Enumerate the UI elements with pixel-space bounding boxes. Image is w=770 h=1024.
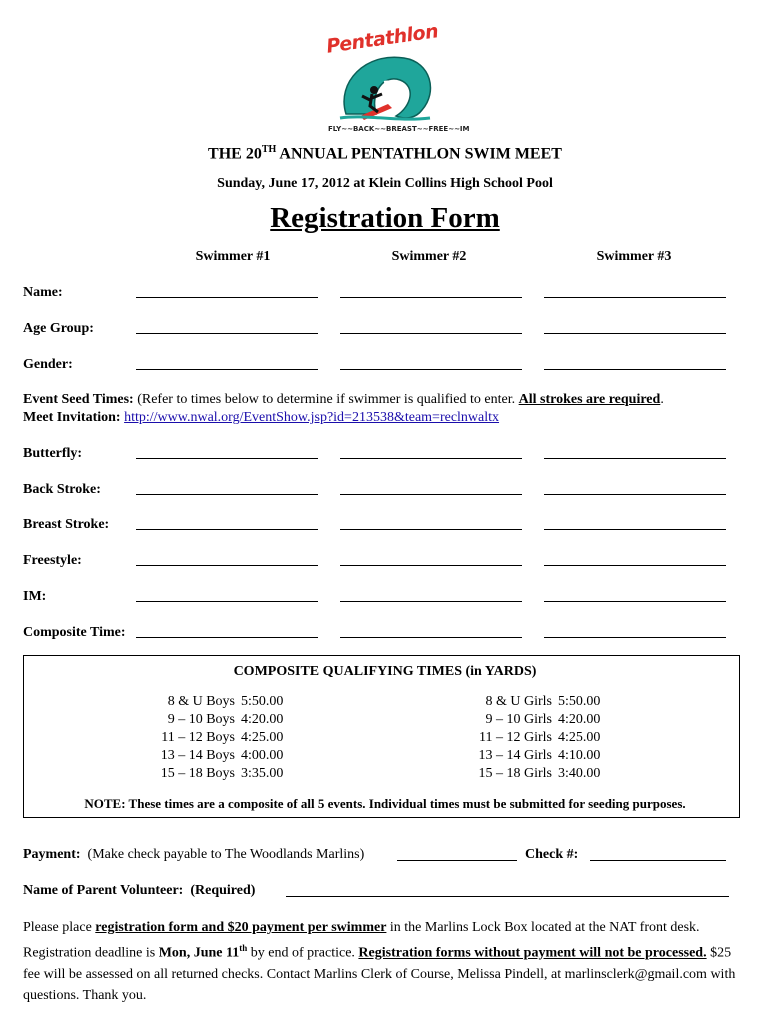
boys-age-group: 8 & U Boys — [167, 694, 235, 709]
gender-field-swimmer-1[interactable] — [136, 369, 318, 370]
parent-volunteer-row — [23, 883, 255, 899]
girls-age-group: 9 – 10 Girls — [485, 712, 552, 727]
girls-age-group: 8 & U Girls — [485, 694, 552, 709]
title-suffix: ANNUAL PENTATHLON SWIM MEET — [276, 145, 562, 163]
freestyle-field-swimmer-2[interactable] — [340, 565, 522, 566]
girls-age-group: 15 – 18 Girls — [478, 766, 552, 781]
girls-time: 4:20.00 — [558, 712, 601, 727]
butterfly-label: Butterfly: — [23, 446, 83, 461]
boys-time: 5:50.00 — [241, 694, 284, 709]
breast-stroke-label: Breast Stroke: — [23, 517, 110, 532]
im-field-swimmer-1[interactable] — [136, 601, 318, 602]
qualifying-times-title: COMPOSITE QUALIFYING TIMES (in YARDS) — [233, 664, 537, 679]
logo-wordmark: Pentathlon — [325, 20, 440, 58]
age-group-label: Age Group: — [23, 321, 94, 336]
payment-row — [23, 847, 364, 863]
boys-time: 4:25.00 — [241, 730, 284, 745]
instructions-paragraph — [23, 917, 743, 1006]
instructions-intro: Please place — [23, 920, 96, 935]
boys-time-row — [130, 711, 283, 729]
gender-field-swimmer-3[interactable] — [544, 369, 726, 370]
freestyle-label: Freestyle: — [23, 553, 82, 568]
back-stroke-field-swimmer-2[interactable] — [340, 494, 522, 495]
parent-volunteer-required: (Required) — [190, 883, 256, 898]
title-superscript: TH — [261, 144, 277, 155]
gender-label: Gender: — [23, 357, 73, 372]
breast-stroke-field-swimmer-2[interactable] — [340, 529, 522, 530]
girls-time: 4:10.00 — [558, 748, 601, 763]
girls-time: 5:50.00 — [558, 694, 601, 709]
meet-invitation-label: Meet Invitation: — [23, 410, 121, 425]
im-field-swimmer-2[interactable] — [340, 601, 522, 602]
age-group-field-swimmer-3[interactable] — [544, 333, 726, 334]
age-group-field-swimmer-1[interactable] — [136, 333, 318, 334]
age-group-field-swimmer-2[interactable] — [340, 333, 522, 334]
girls-age-group: 11 – 12 Girls — [479, 730, 552, 745]
form-title: Registration Form — [270, 202, 500, 234]
column-swimmer-3: Swimmer #3 — [596, 249, 672, 264]
back-stroke-label: Back Stroke: — [23, 482, 101, 497]
instructions-payment-emphasis: registration form and $20 payment per swimmer — [95, 920, 387, 935]
instructions-deadline: Mon, June 11 — [158, 945, 240, 961]
check-number-label: Check #: — [525, 847, 579, 862]
boys-time-row — [130, 747, 283, 765]
im-field-swimmer-3[interactable] — [544, 601, 726, 602]
title-prefix: THE 20 — [208, 145, 262, 163]
boys-age-group: 9 – 10 Boys — [167, 712, 235, 727]
logo-tagline: FLY~~BACK~~BREAST~~FREE~~IM — [328, 125, 470, 133]
name-field-swimmer-2[interactable] — [340, 297, 522, 298]
girls-time-row — [452, 729, 600, 747]
parent-volunteer-field[interactable] — [286, 896, 729, 897]
payment-label: Payment: — [23, 847, 81, 862]
name-field-swimmer-1[interactable] — [136, 297, 318, 298]
butterfly-field-swimmer-2[interactable] — [340, 458, 522, 459]
all-strokes-required: All strokes are required — [518, 392, 661, 407]
girls-time-row — [452, 765, 600, 783]
back-stroke-field-swimmer-3[interactable] — [544, 494, 726, 495]
parent-volunteer-label: Name of Parent Volunteer: — [23, 883, 184, 898]
column-swimmer-1: Swimmer #1 — [195, 249, 271, 264]
instructions-practice: by end of practice. — [247, 945, 359, 961]
qualifying-note: NOTE: These times are a composite of all 5 events. Individual times must be submitted for seeding purposes. — [84, 796, 686, 811]
pentathlon-logo — [325, 20, 470, 138]
payment-field[interactable] — [397, 860, 517, 861]
boys-age-group: 15 – 18 Boys — [160, 766, 235, 781]
instructions-not-processed: Registration forms without payment will not be processed. — [358, 945, 707, 961]
gender-field-swimmer-2[interactable] — [340, 369, 522, 370]
im-label: IM: — [23, 589, 47, 604]
composite-time-field-swimmer-3[interactable] — [544, 637, 726, 638]
composite-time-field-swimmer-2[interactable] — [340, 637, 522, 638]
name-field-swimmer-3[interactable] — [544, 297, 726, 298]
meet-invitation — [23, 410, 499, 426]
boys-time: 3:35.00 — [241, 766, 284, 781]
boys-time: 4:20.00 — [241, 712, 284, 727]
page-title — [0, 144, 770, 163]
instructions-contact: $25 fee will be assessed on all returned checks. Contact Marlins Clerk of Course, Melissa Pindell, at marlinsclerk@gmail.com with questions. Thank you. — [23, 945, 736, 1003]
girls-time: 3:40.00 — [558, 766, 601, 781]
name-label: Name: — [23, 285, 63, 300]
boys-time-row — [130, 765, 283, 783]
seed-times-instruction — [23, 392, 664, 408]
check-number-field[interactable] — [590, 860, 726, 861]
butterfly-field-swimmer-1[interactable] — [136, 458, 318, 459]
seed-times-label: Event Seed Times: — [23, 392, 134, 407]
freestyle-field-swimmer-1[interactable] — [136, 565, 318, 566]
back-stroke-field-swimmer-1[interactable] — [136, 494, 318, 495]
girls-times-list — [452, 693, 600, 783]
girls-time-row — [452, 693, 600, 711]
seed-times-text: (Refer to times below to determine if swimmer is qualified to enter. — [133, 392, 519, 407]
breast-stroke-field-swimmer-3[interactable] — [544, 529, 726, 530]
instructions-lockbox: in the Marlins Lock Box located at the NAT front desk. Registration deadline is — [23, 920, 700, 961]
girls-time-row — [452, 711, 600, 729]
freestyle-field-swimmer-3[interactable] — [544, 565, 726, 566]
payment-text: (Make check payable to The Woodlands Marlins) — [87, 847, 365, 862]
boys-age-group: 13 – 14 Boys — [160, 748, 235, 763]
boys-time-row — [130, 693, 283, 711]
boys-times-list — [130, 693, 283, 783]
boys-age-group: 11 – 12 Boys — [161, 730, 235, 745]
column-swimmer-2: Swimmer #2 — [391, 249, 467, 264]
meet-invitation-link[interactable]: http://www.nwal.org/EventShow.jsp?id=213538&team=reclnwaltx — [124, 410, 500, 425]
butterfly-field-swimmer-3[interactable] — [544, 458, 726, 459]
girls-time-row — [452, 747, 600, 765]
instructions-deadline-sup: th — [239, 943, 248, 953]
boys-time-row — [130, 729, 283, 747]
breast-stroke-field-swimmer-1[interactable] — [136, 529, 318, 530]
girls-time: 4:25.00 — [558, 730, 601, 745]
composite-time-label: Composite Time: — [23, 625, 126, 640]
seed-times-end: . — [660, 392, 664, 407]
girls-age-group: 13 – 14 Girls — [478, 748, 552, 763]
composite-time-field-swimmer-1[interactable] — [136, 637, 318, 638]
event-subtitle: Sunday, June 17, 2012 at Klein Collins High School Pool — [217, 176, 553, 191]
boys-time: 4:00.00 — [241, 748, 284, 763]
